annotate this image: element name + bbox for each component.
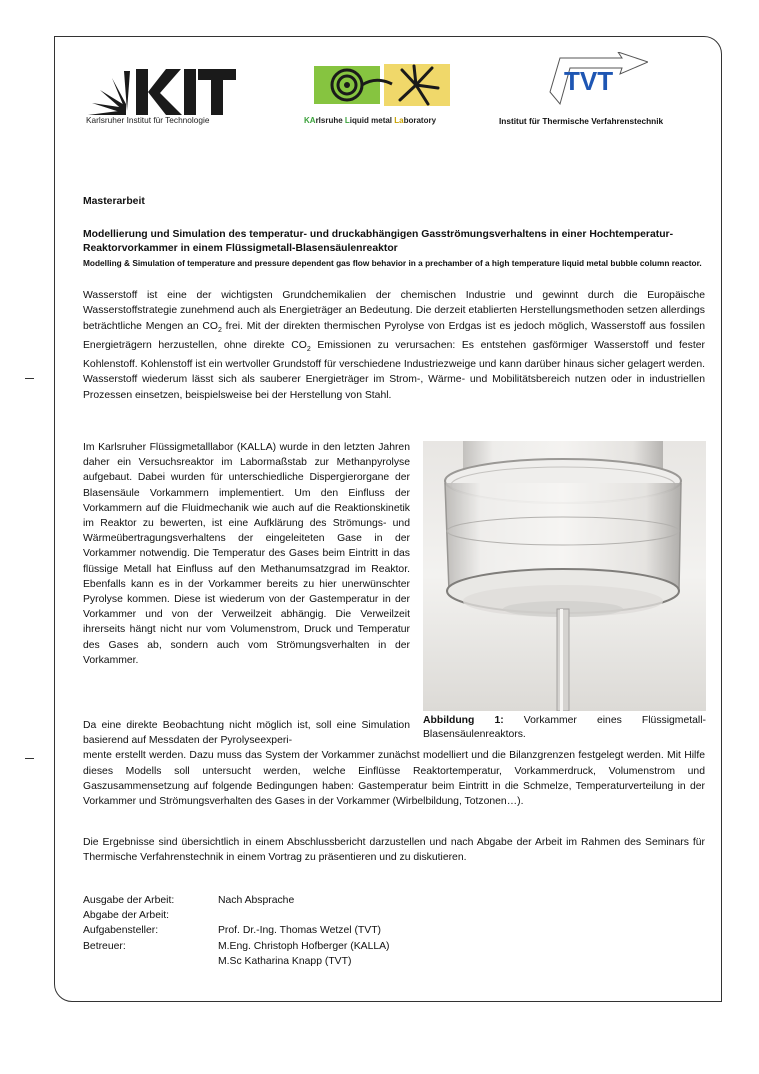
figure	[423, 441, 706, 742]
margin-mark	[25, 378, 34, 379]
header-block	[83, 196, 705, 403]
info-row: Abgabe der Arbeit:	[83, 910, 170, 922]
kit-subtitle: Karlsruher Institut für Technologie	[86, 115, 210, 125]
kalla-logo	[314, 58, 454, 116]
paragraph-intro: Wasserstoff ist eine der wichtigsten Grundchemikalien der chemischen Industrie und gewinnt durch die Europäische Wasserstoffstrategie zunehmend auch als Energieträger an Bedeutung. Die derzeit etablierten Herstellungsmethoden setzen allerdings beträchtliche Mengen an $CO_2$ frei. Mit der direkten thermischen Pyrolyse von Erdgas ist es jedoch möglich, Wasserstoff aus fossilen Energieträgern herzustellen, ohne direkte $CO_2$ Emissionen zu verursachen: Es entstehen gasförmiger Wasserstoff und fester Kohlenstoff. Kohlenstoff ist ein wertvoller Grundstoff für verschiedene Industriezweige und kann darüber hinaus sicher gelagert werden. Wasserstoff wiederum lässt sich als sauberer Energieträger im Strom-, Wärme- und Mobilitätsbereich nutzen oder in industriellen Prozessen einsetzen, beispielsweise bei der Herstellung von Stahl.	[83, 290, 705, 401]
paragraph-kalla: Im Karlsruher Flüssigmetalllabor (KALLA) wurde in den letzten Jahren daher ein Versuchsreaktor im Labormaßstab zur Methanpyrolyse aufgebaut. Dabei wurden für unterschiedliche Dispergierorgane der Blasensäule Vorkammern implementiert. Um den Einfluss der Vorkammern auf die Fluidmechanik wie auch auf die Reaktionskinetik im Reaktor zu bewerten, ist eine Aufklärung des Strömungs- und Wärmeübertragungsverhaltens der eingeleiteten Gase in der Vorkammer notwendig. Die Temperatur des Gases beim Eintritt in das flüssige Metall hat Einfluss auf den Methanumsatzgrad im Reaktor. Ebenfalls kann es in der Vorkammer bereits zu hier unerwünschter Pyrolyse kommen. Diese ist wiederum von der Gastemperatur in der Vorkammer und von der Verweilzeit abhängig. Die Verweilzeit ihrerseits hängt nicht nur vom Volumenstrom, Druck und Temperatur des Gases ab, sondern auch vom Strömungsverhalten in der Vorkammer.	[83, 442, 410, 666]
info-row: Ausgabe der Arbeit: Nach Absprache	[83, 895, 295, 906]
kalla-subtitle: KArlsruhe Liquid metal Laboratory	[304, 116, 437, 125]
tvt-logo-text: TVT	[564, 66, 614, 96]
info-table	[83, 893, 390, 969]
margin-mark	[25, 758, 34, 759]
document-type: Masterarbeit	[83, 196, 145, 207]
document-title: Modellierung und Simulation des temperatur- und druckabhängigen Gasströmungsverhaltens in einer Hochtemperatur-Reaktorvorkammer in einem Flüssigmetall-Blasensäulenreaktor	[83, 229, 674, 254]
info-row: M.Sc Katharina Knapp (TVT)	[218, 955, 352, 967]
tvt-subtitle: Institut für Thermische Verfahrenstechnik	[499, 116, 664, 126]
paragraph-results: Die Ergebnisse sind übersichtlich in einem Abschlussbericht darzustellen und nach Abgabe der Arbeit im Rahmen des Seminars für Thermische Verfahrenstechnik in einem Vortrag zu präsentieren und zu diskutieren.	[83, 837, 705, 864]
figure-caption: Abbildung 1: Vorkammer eines Flüssigmetall-Blasensäulenreaktors.	[423, 715, 706, 740]
info-row: Aufgabensteller: Prof. Dr.-Ing. Thomas Wetzel (TVT)	[83, 925, 382, 937]
paragraph-simulation: Da eine direkte Beobachtung nicht möglich ist, soll eine Simulation basierend auf Messdaten der Pyrolyseexperi- mente erstellt werden. Dazu muss das System der Vorkammer zunächst modelliert und die Bilanzgrenzen festgelegt werden. Mit Hilfe dieses Modells soll untersucht werden, welche Einflüsse Reaktortemperatur, Vorkammerdruck, Volumenstrom und Gaszusammensetzung auf folgende Bedingungen haben: Gastemperatur beim Eintritt in die Schmelze, Temperaturverteilung in der Vorkammer und Strömungsverhalten des Gases in der Vorkammer (Wirbelbildung, Totzonen…).	[83, 720, 705, 808]
info-row: Betreuer: M.Eng. Christoph Hofberger (KALLA)	[83, 940, 390, 952]
document-subtitle: Modelling & Simulation of temperature and pressure dependent gas flow behavior in a prechamber of a high temperature liquid metal bubble column reactor.	[83, 258, 702, 269]
prechamber-photo	[423, 441, 706, 711]
tvt-logo	[548, 52, 648, 110]
